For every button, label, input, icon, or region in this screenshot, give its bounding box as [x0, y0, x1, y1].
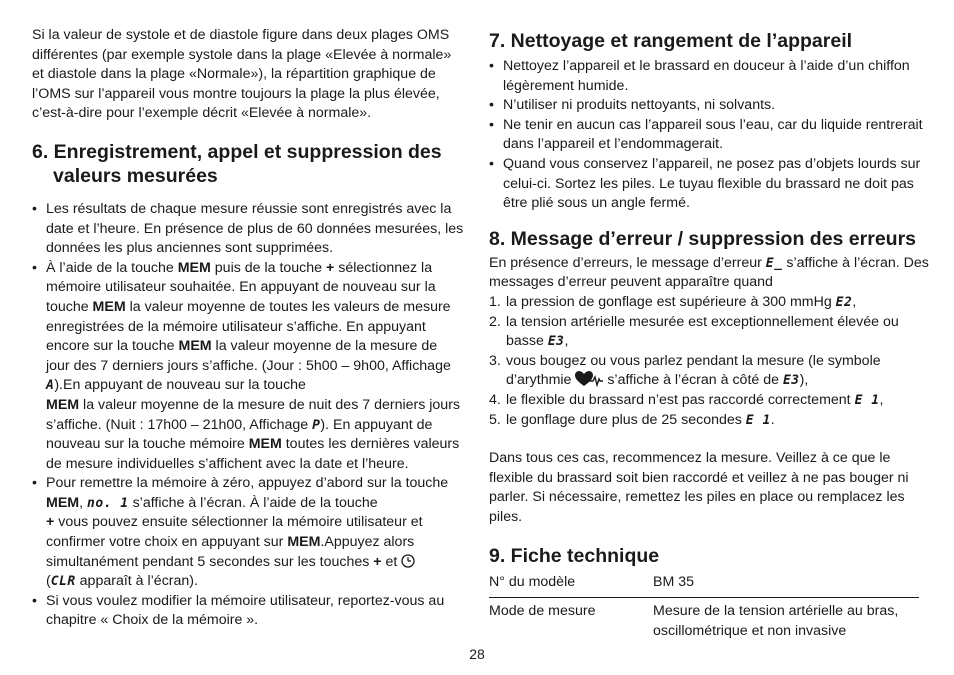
section-9-title: 9. Fiche technique — [489, 545, 660, 568]
list-item: 5. le gonflage dure plus de 25 secondes E 1. — [489, 411, 775, 428]
lcd-p-symbol: P — [312, 417, 321, 433]
spec-value: BM 35 — [653, 574, 695, 591]
list-item: • Ne tenir en aucun cas l’appareil sous l’eau, car du liquide rentrerait dans l’appareil et l’endommagerait. — [489, 116, 929, 155]
error-list — [489, 293, 929, 430]
list-item: 1. la pression de gonflage est supérieure à 300 mmHg E2, — [489, 293, 857, 310]
lcd-clr-symbol: CLR — [50, 574, 76, 590]
left-column — [32, 26, 464, 631]
section-8-outro: Dans tous ces cas, recommencez la mesure. Veillez à ce que le flexible du brassard soit bien raccordé et veillez à ne pas bouger ni parler. Si nécessaire, remettez les piles en place ou remplacez les piles. — [489, 450, 909, 525]
list-item: • N’utiliser ni produits nettoyants, ni solvants. — [489, 96, 929, 116]
lcd-e2-symbol: E2 — [835, 294, 853, 310]
list-item: • Pour remettre la mémoire à zéro, appuyez d’abord sur la touche MEM, no. 1 s’affiche à l’écran. À l’aide de la touche + vous pouvez ensuite sélectionner la mémoire utilisateur et confirmer votre choix en appuyant sur MEM.Appuyez alors simultanément pendant 5 secondes sur les touches + et (CLR apparaît à l’écran). — [32, 474, 464, 592]
section-8-title: 8. Message d’erreur / suppression des erreurs — [489, 227, 917, 250]
clock-icon — [401, 554, 415, 568]
lcd-error-symbol: E_ — [765, 255, 783, 271]
right-column — [489, 29, 929, 641]
lcd-a-symbol: A — [46, 378, 55, 394]
lcd-e1-symbol: E 1 — [854, 392, 880, 408]
lcd-no1-symbol: no. 1 — [87, 495, 129, 511]
section-7-title: 7. Nettoyage et rangement de l’appareil — [489, 30, 853, 52]
lcd-e3-symbol: E3 — [547, 334, 565, 350]
list-item: 4. le flexible du brassard n’est pas raccordé correctement E 1, — [489, 391, 884, 408]
list-item: • Les résultats de chaque mesure réussie sont enregistrés avec la date et l’heure. En présence de plus de 60 données mesurées, les données les plus anciennes sont supprimées. — [32, 200, 464, 259]
section-6-list — [32, 200, 464, 631]
spec-key: Mode de mesure — [489, 598, 653, 642]
list-item: 3. vous bougez ou vous parlez pendant la mesure (le symbole d’arythmie s’affiche à l’écran à côté de E3), — [489, 352, 881, 389]
section-8-intro: En présence d’erreurs, le message d’erreur E_ s’affiche à l’écran. Des messages d’erreur peuvent apparaître quand — [489, 254, 929, 291]
list-item: • Quand vous conservez l’appareil, ne posez pas d’objets lourds sur celui-ci. Sortez les piles. Le tuyau flexible du brassard ne doit pas être plié sous un angle fermé. — [489, 155, 929, 214]
mem-key-label: MEM — [177, 259, 211, 276]
spec-key: N° du modèle — [489, 574, 576, 591]
plus-key-label: + — [326, 259, 335, 276]
list-item: • Si vous voulez modifier la mémoire utilisateur, reportez-vous au chapitre « Choix de la mémoire ». — [32, 592, 464, 631]
spec-value: Mesure de la tension artérielle au bras, oscillométrique et non invasive — [653, 598, 919, 642]
spec-table — [489, 573, 919, 641]
list-item: 2. la tension artérielle mesurée est exceptionnellement élevée ou basse E3, — [489, 313, 899, 350]
intro-paragraph: Si la valeur de systole et de diastole figure dans deux plages OMS différentes (par exemple systole dans la plage «Elevée à normale» et diastole dans la plage «Normale»), la répartition graphique de l’OMS sur l’appareil vous montre toujours la plage la plus élevée, c’est-à-dire pour l’exemple décrit «Elevée à normale». — [32, 27, 452, 122]
table-row — [489, 598, 919, 642]
section-7-list — [489, 57, 929, 214]
arrhythmia-heart-icon — [575, 371, 603, 387]
section-6-title: 6. Enregistrement, appel et suppression des valeurs mesurées — [32, 140, 442, 187]
list-item: • À l’aide de la touche MEM puis de la touche + sélectionnez la mémoire utilisateur souhaitée. En appuyant de nouveau sur la touche MEM la valeur moyenne de toutes les valeurs de mesure enregistrées de la mémoire utilisateur s’affiche. En appuyant encore sur la touche MEM la valeur moyenne de la mesure de jour des 7 derniers jours s’affiche. (Jour : 5h00 – 9h00, Affichage A).En appuyant de nouveau sur la touche MEM la valeur moyenne de la mesure de nuit des 7 derniers jours s’affiche. (Nuit : 17h00 – 21h00, Affichage P). En appuyant de nouveau sur la touche mémoire MEM toutes les dernières valeurs de mesure individuelles s’affichent avec la date et l’heure. — [32, 259, 464, 475]
table-row — [489, 573, 919, 597]
page-number: 28 — [469, 646, 485, 662]
list-item: • Nettoyez l’appareil et le brassard en douceur à l’aide d’un chiffon légèrement humide. — [489, 57, 929, 96]
